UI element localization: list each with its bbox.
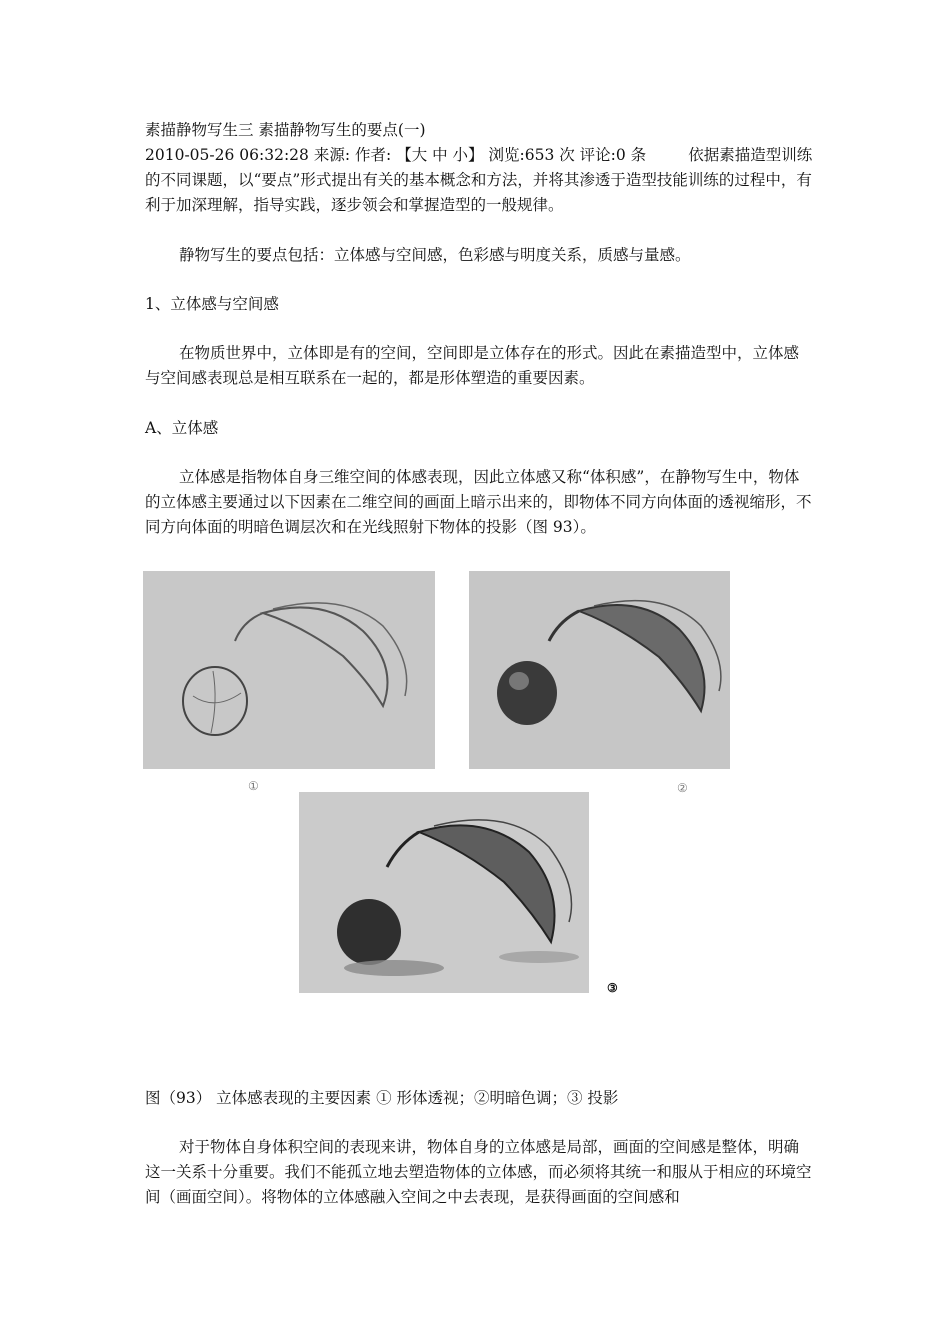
intro-text: 依据素描造型训练的不同课题，以“要点”形式提出有关的基本概念和方法，并将其渗透于造型技能训练的过程中，有利于加深理解，指导实践，逐步领会和掌握造型的一般规律。 <box>145 146 813 214</box>
paragraph-last: 对于物体自身体积空间的表现来讲，物体自身的立体感是局部，画面的空间感是整体，明确这一关系十分重要。我们不能孤立地去塑造物体的立体感，而必须将其统一和服从于相应的环境空间（画面空间）。将物体的立体感融入空间之中去表现，是获得画面的空间感和 <box>145 1138 812 1206</box>
author-label: 作者: <box>355 146 392 164</box>
figure-2-label: ② <box>677 781 688 795</box>
figure-3-label: ③ <box>607 981 618 995</box>
paragraph-space: 在物质世界中，立体即是有的空间，空间即是立体存在的形式。因此在素描造型中，立体感与空间感表现总是相互联系在一起的，都是形体塑造的重要因素。 <box>145 344 800 387</box>
figure-1-image <box>143 571 435 769</box>
figure-caption: 图（93） 立体感表现的主要因素 ① 形体透视；②明暗色调；③ 投影 <box>145 1089 619 1107</box>
meta-and-intro <box>145 143 813 218</box>
paragraph-points: 静物写生的要点包括：立体感与空间感，色彩感与明度关系，质感与量感。 <box>179 246 691 264</box>
article-title: 素描静物写生三 素描静物写生的要点(一) <box>145 121 426 139</box>
figure-3-image <box>299 792 589 993</box>
post-date: 2010-05-26 06:32:28 <box>145 146 309 164</box>
view-count: 浏览:653 次 <box>488 146 575 164</box>
font-size-switch[interactable]: 【大 中 小】 <box>396 146 484 164</box>
paragraph-solid: 立体感是指物体自身三维空间的体感表现，因此立体感又称“体积感”，在静物写生中，物体的立体感主要通过以下因素在二维空间的画面上暗示出来的，即物体不同方向体面的透视缩形，不同方向体面的明暗色调层次和在光线照射下物体的投影（图 93）。 <box>145 468 812 536</box>
heading-1: 1、立体感与空间感 <box>145 295 279 313</box>
heading-a: A、立体感 <box>145 419 219 437</box>
comment-count: 评论:0 条 <box>579 146 647 164</box>
source-label: 来源: <box>313 146 351 164</box>
figure-1-label: ① <box>248 779 259 793</box>
figure-2-image <box>469 571 730 769</box>
